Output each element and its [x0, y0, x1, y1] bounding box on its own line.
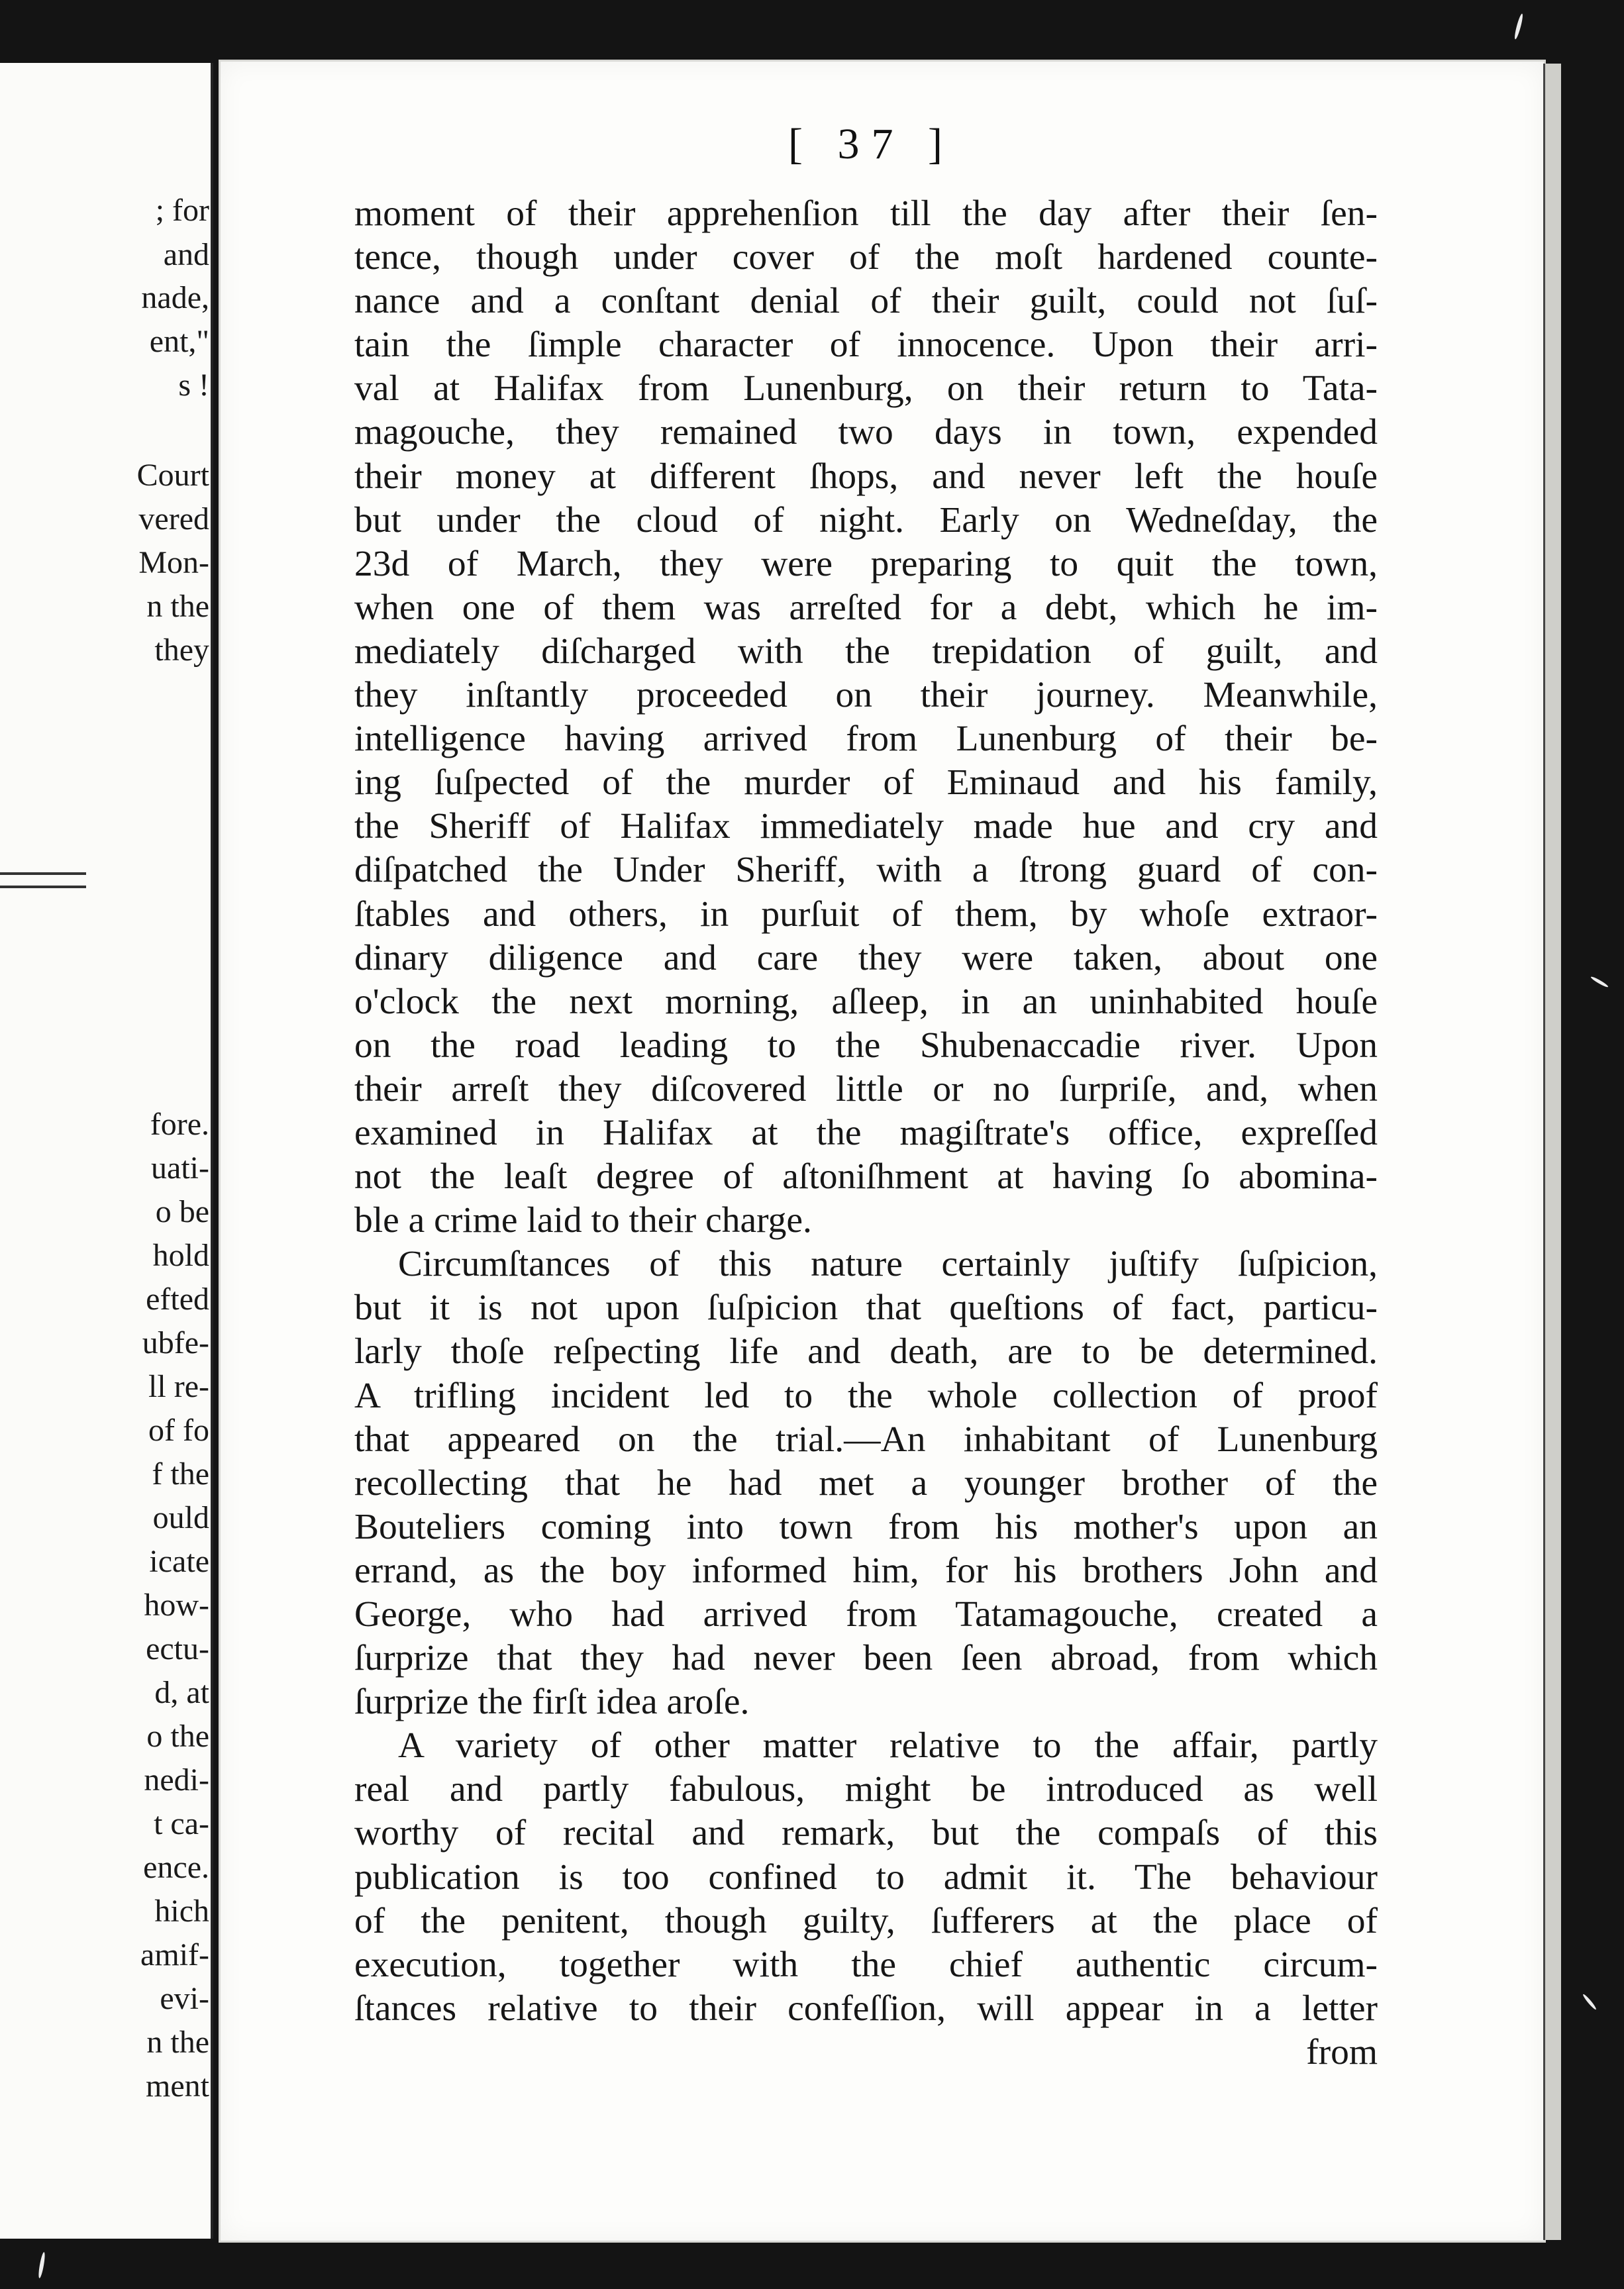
fragment-line: nade,	[141, 280, 209, 315]
text-line: recollecting that he had met a younger brother of the	[354, 1462, 1378, 1503]
fragment-line: o the	[146, 1719, 209, 1754]
text-line: real and partly fabulous, might be introduced as well	[354, 1769, 1378, 1810]
text-line: execution, together with the chief authentic circum-	[354, 1944, 1378, 1985]
text-line: moment of their apprehenſion till the day after their ſen-	[354, 193, 1378, 234]
fragment-line: ment	[146, 2068, 209, 2104]
fragment-line: uati-	[151, 1150, 209, 1186]
text-line: their money at different ſhops, and never left the houſe	[354, 456, 1378, 497]
fragment-line: fore.	[150, 1107, 209, 1142]
text-line: tain the ſimple character of innocence. Upon their arri-	[354, 325, 1378, 366]
fragment-line: ould	[152, 1500, 209, 1535]
text-line: the Sheriff of Halifax immediately made hue and cry and	[354, 806, 1378, 847]
text-line: ſtances relative to their confeſſion, will appear in a letter	[354, 1988, 1378, 2029]
text-line: George, who had arrived from Tatamagouche, created a	[354, 1594, 1378, 1635]
fragment-line: ; for	[155, 193, 209, 228]
fragment-line: ence.	[143, 1850, 209, 1885]
fragment-line: of fo	[148, 1413, 209, 1448]
text-line: o'clock the next morning, aſleep, in an uninhabited houſe	[354, 981, 1378, 1022]
text-line: that appeared on the trial.—An inhabitant of Lunenburg	[354, 1419, 1378, 1460]
fragment-line: hich	[154, 1894, 209, 1929]
fragment-line: f the	[152, 1456, 209, 1492]
fragment-line: ectu-	[146, 1631, 209, 1666]
text-line: worthy of recital and remark, but the compaſs of this	[354, 1813, 1378, 1854]
fragment-line: and	[163, 237, 209, 272]
text-line: val at Halifax from Lunenburg, on their return to Tata-	[354, 368, 1378, 409]
text-line: of the penitent, though guilty, ſufferers at the place of	[354, 1900, 1378, 1941]
text-line: Circumſtances of this nature certainly juſtify ſuſpicion,	[398, 1244, 1378, 1285]
fragment-line: n the	[146, 589, 209, 624]
fragment-line: o be	[155, 1194, 209, 1229]
text-line: A variety of other matter relative to the affair, partly	[398, 1725, 1378, 1766]
text-line: they inſtantly proceeded on their journey. Meanwhile,	[354, 675, 1378, 716]
fragment-line: icate	[149, 1544, 209, 1579]
text-line: when one of them was arreſted for a debt, which he im-	[354, 587, 1378, 628]
text-line: larly thoſe reſpecting life and death, are to be determined.	[354, 1331, 1378, 1372]
fragment-line: they	[154, 633, 209, 668]
fragment-line: vered	[138, 501, 209, 536]
double-rule-divider	[0, 872, 86, 888]
text-line: magouche, they remained two days in town, expended	[354, 412, 1378, 453]
text-line: ſurprize that they had never been ſeen abroad, from which	[354, 1638, 1378, 1679]
fragment-line: ubfe-	[142, 1325, 209, 1360]
fragment-line: how-	[144, 1588, 209, 1623]
catchword: from	[1306, 2031, 1378, 2072]
fragment-line: n the	[146, 2025, 209, 2060]
text-line: diſpatched the Under Sheriff, with a ſtrong guard of con-	[354, 850, 1378, 891]
fragment-line: s !	[178, 368, 209, 403]
fragment-line: evi-	[160, 1981, 209, 2016]
body-text	[354, 192, 1378, 2074]
text-line: errand, as the boy informed him, for his brothers John and	[354, 1550, 1378, 1591]
text-line: on the road leading to the Shubenaccadie river. Upon	[354, 1025, 1378, 1066]
text-line: their arreſt they diſcovered little or no ſurpriſe, and, when	[354, 1068, 1378, 1109]
fragment-line: nedi-	[144, 1762, 209, 1798]
text-line: but it is not upon ſuſpicion that queſtions of fact, particu-	[354, 1288, 1378, 1329]
facing-page-left	[0, 63, 213, 2239]
fragment-line: hold	[152, 1238, 209, 1273]
fragment-line: efted	[146, 1282, 209, 1317]
text-line: nance and a conſtant denial of their guilt, could not ſuſ-	[354, 281, 1378, 322]
text-line: mediately diſcharged with the trepidation of guilt, and	[354, 631, 1378, 672]
fragment-line: t ca-	[154, 1806, 209, 1841]
text-line: ſurprize the firſt idea aroſe.	[354, 1682, 750, 1723]
text-line: 23d of March, they were preparing to quit the town,	[354, 543, 1378, 584]
text-line: ing ſuſpected of the murder of Eminaud and his family,	[354, 762, 1378, 803]
text-line: ſtables and others, in purſuit of them, by whoſe extraor-	[354, 893, 1378, 935]
fragment-line: d, at	[154, 1675, 209, 1710]
text-line: publication is too confined to admit it. The behaviour	[354, 1857, 1378, 1898]
text-line: dinary diligence and care they were taken, about one	[354, 937, 1378, 978]
fragment-line: Mon-	[138, 545, 209, 580]
text-line: examined in Halifax at the magiſtrate's office, expreſſed	[354, 1112, 1378, 1153]
fragment-line: Court	[136, 458, 209, 493]
text-line: intelligence having arrived from Lunenburg of their be-	[354, 719, 1378, 760]
text-line: not the leaſt degree of aſtoniſhment at having ſo abomina-	[354, 1156, 1378, 1197]
page-number: [ 37 ]	[788, 120, 954, 168]
text-line: ble a crime laid to their charge.	[354, 1200, 812, 1241]
fragment-line: amif-	[140, 1937, 209, 1972]
fragment-line: ll re-	[148, 1369, 209, 1404]
fragment-line: ent,"	[149, 324, 209, 359]
text-line: tence, though under cover of the moſt hardened counte-	[354, 237, 1378, 278]
page-edge	[1543, 64, 1561, 2240]
text-line: A trifling incident led to the whole collection of proof	[354, 1375, 1378, 1416]
text-line: but under the cloud of night. Early on Wedneſday, the	[354, 499, 1378, 540]
text-line: Bouteliers coming into town from his mother's upon an	[354, 1506, 1378, 1547]
